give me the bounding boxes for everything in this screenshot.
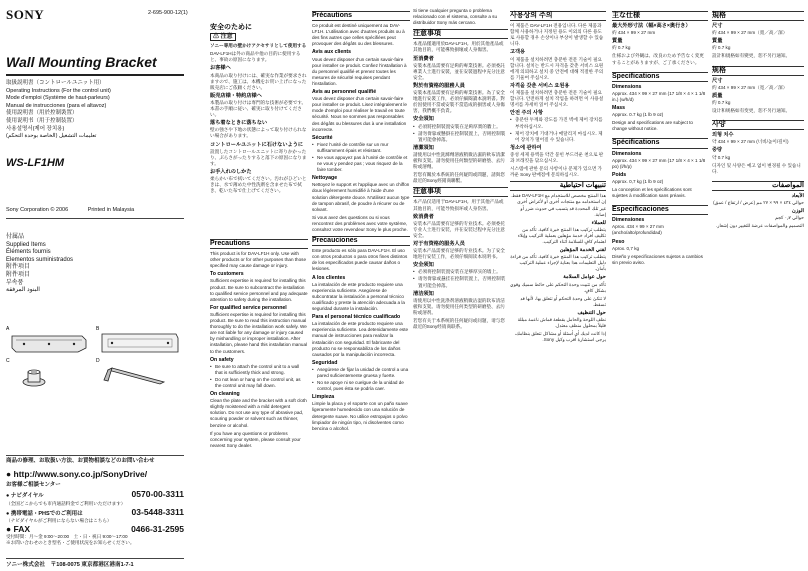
es-limpieza-title: Limpieza	[312, 394, 335, 401]
cn-mass-label: 质量	[712, 92, 723, 99]
ar-serv-text: يتطلب تركيب هذا المنتج خبرة كافية. تأكد من قراءة دليل التعليمات هذا بعناية لإجراء عملية التركيب بأمان.	[510, 254, 606, 272]
list-item: • Asegúrese de fijar la unidad de control a una pared suficientemente gruesa y fuerte.	[312, 367, 410, 379]
cn-spec-title: 规格	[712, 66, 726, 74]
supplied-items-illustration	[4, 322, 182, 454]
cn-cust-title: 致消费者	[413, 213, 434, 220]
page-title: Wall Mounting Bracket	[6, 54, 157, 70]
ko-spec-bar	[712, 120, 804, 130]
ko-closing: 시스템에 관한 문의 사항이나 문제가 있으면 가까운 Sony 판매점에 문의하십시오.	[510, 166, 602, 178]
instructions-line: 使用說明書（用於控制裝置）	[6, 110, 78, 117]
en-precautions-bar	[210, 239, 308, 249]
en-cleaning-text: Clean the plate and the bracket with a soft cloth slightly moistened with a mild detergent solution. Do not use any type of abrasive pad, scouring powder or solvent such as thinner, benzine or alcohol.	[210, 398, 307, 428]
column-chinese	[413, 8, 508, 568]
jp-spec-note: 仕様および外観は、改良のため予告なく変更することがありますが、ご了承ください。	[612, 53, 704, 65]
fax-number: 0466-31-2595	[131, 524, 184, 535]
cn-spec-note: 设计和规格如有变更，恕不另行通知。	[712, 108, 791, 114]
mobile-label: ● 携帯電話・PHSでのご利用は	[6, 510, 83, 517]
jp-intro: DAV-LF1Hは外の商品や他の目的に使用すると、事故の原因になります。	[210, 51, 301, 63]
ar-cust-text: يتطلب تركيب هذا المنتج خبرة كافية. تأكد من تكليف أفراد خدمة مؤهلين بعملية التركيب وإيلاء اهتمام كافٍ للسلامة أثناء التركيب.	[517, 226, 606, 244]
column-specifications	[612, 8, 708, 568]
en-spec-bar	[612, 72, 708, 82]
callout-d: D	[96, 358, 100, 364]
cn-dim-label: 尺寸	[712, 77, 723, 84]
mobile-note: （ナビダイヤルがご利用にならない場合はこちら）	[6, 518, 112, 524]
es-limpieza-text: Limpie la placa y el soporte con un paño suave ligeramente humedecido con una solución de detergente suave. No utilice estropajos o polvo limpiador de ningún tipo, ni disolventes como bencina o alcohol.	[312, 401, 408, 431]
es-p1: Este producto es sólo para DAV-LF1H. El uso con otros productos o para otros fines distintos de los especificados puede causar daños o lesiones.	[312, 248, 408, 272]
fr-pers-text: Vous devez disposer d'un certain savoir-faire pour installer ce produit. Lisez intégralement le mode d'emploi pour réaliser le travail en toute sécurité. Nous ne sommes pas responsables des dégâts ou blessures dus à une installation incorrecte.	[312, 96, 407, 132]
tw-safe-list	[413, 124, 508, 143]
ar-cust-title: للعملاء	[591, 219, 606, 226]
en-closing: If you have any questions or problems concerning your system, please consult your nearest Sony dealer.	[210, 430, 301, 448]
fr-clients-text: Vous devez disposer d'un certain savoir-faire pour installer ce produit. Confiez l'installation à du personnel qualifié et prenez toutes les mesures de sécurité requises pendant l'installation.	[312, 56, 407, 86]
fr-mass-label: Poids	[612, 171, 627, 178]
es-clients-title: A los clientes	[312, 274, 346, 281]
ko-clean-title: 청소에 관하여	[510, 144, 542, 151]
ko-title-bar	[510, 11, 606, 21]
cn-dim: 约 434 × 99 × 27 mm（宽／高／深）	[712, 84, 788, 90]
tw-dim-label: 尺寸	[712, 23, 723, 30]
cn-serv-text: 安装本产品需要有足够的专业技术。为了安全地进行安装工作，必须仔细阅读本说明书。	[413, 248, 505, 260]
fr-spec-note: La conception et les spécifications sont sujettes à modification sans préavis.	[612, 186, 692, 199]
jp-hold-text: 設置したコントロールユニットに寄りかかったり、ぶらさがったりすると落下の原因になります。	[210, 148, 307, 166]
contact-intro: 商品の修理、お取扱い方法、お買物相談などのお問い合わせ	[6, 458, 155, 464]
en-qualified-text: Sufficient expertise is required for installing this product. Be sure to read this instruction manual thoroughly to do the installation work safely. We are not liable for any damage or injury caused by mishandling or improper installation. After installation, please hand this installation manual to the customers.	[210, 311, 308, 354]
ar-title: تنبيهات احتياطية	[559, 182, 606, 190]
tw-title-bar	[413, 29, 508, 39]
tw-serv-text: 安裝本產品需要有足夠的專業技術。為了安全地進行安裝工作，必須仔細閱讀本說明書。對於因使用不當或安裝不當造成的損害或人身傷害，我們概不負責。	[413, 90, 505, 114]
ar-mass-label: الوزن	[791, 208, 804, 215]
ar-spec-title: المواصفات	[772, 181, 804, 189]
fr-nettoyage-text: Nettoyez le support et l'applique avec un chiffon doux légèrement humidifié à l'aide d'une solution détergente douce. N'utilisez aucun type de tampon abrasif, de poudre à récurer ou de solvant.	[312, 182, 410, 212]
ar-closing: إذا كانت لديك أي أسئلة أو مشاكل تتعلق بنظامك، يرجى استشارة أقرب وكيل Sony.	[514, 331, 606, 343]
ko-serv-text: 이 제품을 설치하려면 충분한 전문 기술이 필요합니다. 안전하게 설치 작업을 하려면 이 사용설명서를 자세히 읽어 주십시오.	[510, 90, 604, 108]
list-item: • 请勿倚靠或悬挂在控制装置上，否则控制装置可能会掉落。	[413, 276, 508, 288]
navi-note: （全国どこからでも市内通話料金でご利用いただけます）	[6, 500, 126, 506]
fr-securite-title: Sécurité	[312, 134, 333, 141]
supplied-line: 付属品	[6, 234, 25, 240]
list-item: • Be sure to attach the control unit to a wall that is sufficiently thick and strong.	[210, 364, 308, 376]
instructions-line: Mode d'emploi (Système de haut-parleurs)	[6, 95, 110, 102]
tw-closing: 若您有關於本系統的任何疑問或問題，請與您最近的Sony經銷商聯繫。	[413, 172, 505, 184]
tw-mass: 約 0.7 kg	[712, 45, 731, 51]
instructions-line: Operating Instructions (For the control unit)	[6, 87, 111, 94]
cn-safe-list	[413, 269, 508, 288]
hours-note: ※お問い合わせのとき型名・ご使用状況をお知らせください。	[6, 540, 135, 546]
en-customers-title: To customers	[210, 271, 244, 278]
fr-pers-title: Avis au personnel qualifié	[312, 89, 377, 96]
bracket-b-icon	[102, 334, 178, 352]
en-dim-label: Dimensions	[612, 83, 642, 90]
fr-spec-bar	[612, 138, 708, 148]
tw-serv-title: 對於有資格的服務人員	[413, 82, 465, 89]
cn-safe-title: 安全须知	[413, 262, 434, 269]
ko-dim: 약 434 × 99 × 27 mm (너비/높이/깊이)	[712, 139, 789, 145]
tw-clean-title: 清潔須知	[413, 144, 434, 151]
jp-dealer-text: 本製品の取り付けは専門的な技術が必要です。本書の手順に従い、確実に取り付けてください。	[210, 99, 307, 118]
fr-dim-label: Dimensions	[612, 150, 642, 157]
cn-clean-title: 清洁须知	[413, 290, 434, 297]
jp-hold-title: コントロールユニットに石けないように	[210, 141, 304, 148]
tw-safe-title: 安全須知	[413, 116, 434, 123]
cn-closing: 若您有关于本系统的任何疑问或问题，请与您最近的Sony经销商联系。	[413, 318, 505, 330]
es-mass: Aprox. 0,7 kg	[612, 245, 640, 251]
ar-serv-title: لفني الخدمة المؤهلين	[559, 247, 606, 254]
title-divider	[6, 74, 184, 76]
instructions-line: Manual de instrucciones (para el altavoz)	[6, 102, 107, 109]
jp-note-title: お客様へ	[210, 65, 231, 72]
ko-safe-list	[510, 117, 606, 142]
es-seguridad-title: Seguridad	[312, 359, 338, 366]
instructions-title-block	[6, 80, 182, 141]
ko-title: 사용상의 주의	[510, 12, 553, 19]
ar-spec-bar	[712, 181, 804, 191]
list-item: • 必须将控制装置安装在足够厚实的墙上。	[413, 269, 508, 275]
support-url[interactable]: ● http://www.sony.co.jp/SonyDrive/	[6, 468, 148, 479]
jp-dim-label: 最大外形寸法（幅×高さ×奥行き）	[612, 23, 691, 30]
mobile-number: 03-5448-3311	[131, 506, 184, 517]
en-customers-text: Sufficient expertise is required for installing this product. Be sure to subcontract the installation to qualified service personnel and pay adequate attention to safety during the installation.	[210, 278, 308, 302]
es-mass-label: Peso	[612, 238, 625, 245]
cn-cust-text: 安装本产品需要有足够的专业技术。必须委托专业人士进行安装，并在安装过程中充分注意安全。	[413, 220, 505, 238]
jp-spec-bar	[612, 11, 708, 21]
fr-precautions-bar	[312, 11, 410, 21]
column-korean-arabic	[510, 8, 606, 568]
es-dim: Aprox. 434 × 99 × 27 mm (ancho/alto/profundidad)	[612, 224, 664, 236]
list-item: • Fixez l'unité de contrôle sur un mur suffisamment épais et résistant.	[312, 142, 410, 154]
ko-mass-label: 중량	[712, 147, 723, 154]
fr-nettoyage-title: Nettoyage	[312, 175, 338, 182]
es-spec-note: Diseño y especificaciones sujetos a cambios sin previo aviso.	[612, 253, 703, 265]
contact-block	[6, 458, 184, 546]
list-item: • 必須將控制裝置安裝在足夠厚實的牆上。	[413, 124, 508, 130]
es-dim-label: Dimensiones	[612, 217, 645, 224]
column-specifications-2	[712, 8, 804, 568]
jp-mass: 約 0.7 kg	[612, 45, 631, 51]
fr-precautions-title: Précautions	[312, 12, 353, 19]
fr-mass: Approx. 0,7 kg (1 lb 9 oz)	[612, 178, 664, 184]
fax-label: ● FAX	[6, 524, 31, 535]
jp-fall-text: 壁の強さや下地の状態によって取り付けられない場合があります。	[210, 127, 307, 139]
es-precautions-title: Precauciones	[312, 237, 358, 245]
column-japanese	[210, 22, 308, 232]
en-p1: This product is for DAV-LF1H only. Use with other products or for other purposes than those specified may cause damage or injury.	[210, 251, 307, 269]
ar-safe-item: تأكد من تثبيت وحدة التحكم على حائط سميك وقوي بشكل كافٍ.	[510, 281, 606, 293]
en-dim: Approx. 434 × 99 × 27 mm (17 1/8 × 4 × 1 1/8 in.) (w/h/d)	[612, 90, 706, 102]
instructions-line: 使用说明书（用于控制装置）	[6, 117, 78, 124]
tw-clean-text: 請使用以中性洗滌劑溶液稍微沾濕的軟布清潔板和支架。請勿使用任何類型的研磨墊、去污粉或溶劑。	[413, 151, 505, 170]
tw-title: 注意事項	[413, 30, 441, 38]
list-item: • 請勿倚靠或懸掛在控制裝置上，否則控制裝置可能會掉落。	[413, 131, 508, 143]
ko-safe-title: 안전 주의 사항	[510, 110, 543, 117]
ko-p1: 이 제품은 DAV-LF1H 전용입니다. 다른 제품과 함께 사용하거나 지정된 용도 이외의 다른 용도로 사용할 경우 손상이나 부상이 발생할 수 있습니다.	[510, 23, 604, 47]
list-item: • Do not lean or hang on the control unit, as the control unit may fall down.	[210, 377, 308, 389]
en-spec-title: Specifications	[612, 72, 660, 80]
supplied-line: Éléments fournis	[6, 249, 51, 256]
cn-title: 注意事项	[413, 188, 441, 196]
jp-dim: 約 434 × 99 × 27 mm	[612, 30, 656, 36]
jp-care-title: お手入れのしかた	[210, 168, 252, 175]
ar-p1: هذا المنتج مخصص للاستخدام مع DAV-LF1H فقط. إن استخدامه مع منتجات أخرى أو لأغراض أخرى غير تلك المحددة قد يتسبب في حدوث ضرر أو إصابة.	[510, 193, 606, 217]
ko-cust-title: 고객용	[510, 49, 526, 56]
es-spec-title: Especificaciones	[612, 206, 669, 214]
jp-warning-text: ソニー専用の壁かけアクセサリとして使用する	[210, 43, 307, 49]
hex-wrench-d-icon	[104, 368, 164, 384]
supplied-line: البنود المرفقة	[6, 287, 40, 294]
column-english	[210, 236, 308, 566]
navi-number: 0570-00-3311	[131, 489, 184, 500]
callout-c: C	[6, 358, 10, 364]
supplied-line: 附件項目	[6, 271, 31, 278]
cn-spec-bar	[712, 66, 804, 76]
ar-clean-text: نظف اللوحة والحامل بقطعة قماش ناعمة مبللة قليلاً بمحلول منظف معتدل.	[517, 317, 606, 329]
en-mass-label: Mass	[612, 105, 625, 112]
zh-intro: Si tiene cualquier pregunta o problema relacionado con el sistema, consulte a su distribuidor Sony más cercano.	[413, 8, 498, 26]
list-item: • No se apoye ni se cuelgue de la unidad de control, pues ésta se podría caer.	[312, 380, 410, 392]
navi-label: ● ナビダイヤル	[6, 493, 44, 500]
ko-cust-text: 이 제품을 설치하려면 충분한 전문 기술이 필요합니다. 설치는 반드시 자격을 갖춘 서비스 요원에게 의뢰하고 설치 중 안전에 대해 적절한 주의를 기울여 주십시오.	[510, 56, 604, 80]
es-pers-title: Para el personal técnico cualificado	[312, 314, 401, 321]
instructions-line: تعليمات التشغيل (الخاصة بوحدة التحكم)	[6, 133, 97, 140]
jp-safety-title: 安全のために	[210, 24, 252, 31]
sony-logo: SONY	[6, 7, 45, 22]
jp-spec-title: 主な仕様	[612, 12, 640, 19]
en-cleaning-title: On cleaning	[210, 391, 240, 398]
callout-a: A	[6, 326, 10, 332]
cn-mass: 约 0.7 kg	[712, 99, 731, 105]
tw-cust-title: 至消費者	[413, 55, 434, 62]
es-precautions-bar	[312, 236, 410, 246]
es-pers-text: La instalación de este producto requiere una experiencia suficiente. Lea detenidamente este manual de instrucciones para realizar la instalación con seguridad. El fabricante del producto no se responsabiliza de los daños causados por la manipulación incorrecta.	[312, 321, 409, 357]
ar-dim: حوالي ٤٣٤ × ٩٩ × ٢٧ مم (عرض / ارتفاع / عمق)	[713, 199, 804, 205]
jp-care-text: 柔らかい布で拭いてください。汚れがひどいときは、水で薄めた中性洗剤を含ませた布で拭き、乾いた布で仕上げてください。	[210, 175, 307, 194]
jp-mass-label: 質量	[612, 38, 623, 45]
ar-clean-title: حول التنظيف	[577, 309, 606, 316]
tw-spec-note: 設計和規格如有變更，恕不另行通知。	[712, 53, 791, 59]
en-precautions-title: Precautions	[210, 240, 251, 247]
ko-mass: 약 0.7 kg	[712, 154, 731, 160]
printed-in: Printed in Malaysia	[87, 207, 135, 213]
fr-securite-list	[312, 142, 410, 173]
fr-dim: Approx. 434 × 99 × 27 mm (17 1/8 × 4 × 1 1/8 po) (l/h/p)	[612, 157, 706, 169]
warning-label: ⚠ 注意	[210, 33, 236, 41]
cn-clean-text: 请使用以中性洗涤剂溶液稍微沾湿的软布清洁板和支架。请勿使用任何类型的研磨垫、去污粉或溶剂。	[413, 297, 505, 315]
ar-title-bar	[510, 181, 606, 191]
jp-note-text: 本商品の取り付けには、確実な作業が要求されますので、施工は、本機をお買い上げになった販売店にご依頼ください。	[210, 72, 307, 90]
fr-closing: Si vous avez des questions ou si vous rencontrez des problèmes avec votre système, consultez votre revendeur Sony le plus proche.	[312, 214, 408, 232]
tw-spec-bar	[712, 11, 804, 21]
en-mass: Approx. 0.7 kg (1 lb 9 oz)	[612, 112, 664, 118]
model-number: WS-LF1HM	[6, 157, 65, 169]
tw-p1: 本產品僅適用於DAV-LF1H。用於其他產品或其他目的，可能導致損壞或人身傷害。	[413, 41, 504, 53]
copyright: Sony Corporation © 2006	[6, 207, 69, 213]
bracket-a-icon	[12, 336, 86, 352]
corporation-line	[6, 207, 182, 213]
footer-divider	[6, 558, 184, 559]
en-spec-note: Design and specifications are subject to change without notice.	[612, 120, 693, 132]
ko-spec-title: 사양	[712, 121, 726, 129]
en-safety-title: On safety	[210, 356, 234, 363]
ko-spec-note: 디자인 및 사양은 예고 없이 변경될 수 있습니다.	[712, 162, 801, 174]
callout-b: B	[96, 326, 100, 332]
list-item: • Ne vous appuyez pas à l'unité de contrôle et ne vous y pendez pas ; vous risquez de la faire tomber.	[312, 155, 410, 173]
center-title: お客様ご相談センター	[6, 481, 61, 488]
ar-dim-label: الأبعاد	[791, 192, 804, 199]
contact-divider	[6, 455, 184, 456]
es-spec-bar	[612, 205, 708, 215]
es-clients-text: La instalación de este producto requiere una experiencia suficiente. Asegúrese de subcontratar la instalación a personal técnico cualificado y preste la atención adecuada a la seguridad durante la instalación.	[312, 281, 405, 312]
doc-number: 2-695-900-12(1)	[148, 10, 188, 16]
supplied-line: Supplied Items	[6, 241, 46, 248]
list-item: • 충분한 두께와 강도를 가진 벽에 제어 장치를 부착하십시오.	[510, 117, 606, 129]
footer-address: ソニー株式会社 〒108-0075 東京都港区港南1-7-1	[6, 562, 134, 568]
ar-spec-note: التصميم والمواصفات عرضة للتغيير دون إشعار.	[715, 223, 804, 229]
tw-spec-title: 規格	[712, 12, 726, 19]
ar-safe-title: حول عوامل السلامة	[563, 274, 606, 281]
tw-mass-label: 質量	[712, 38, 723, 45]
tw-cust-text: 安裝本產品需要有足夠的專業技術。必須委託專業人士進行安裝，並在安裝過程中充分注意安全。	[413, 62, 505, 80]
instructions-line: 取扱説明書（コントロールユニット用）	[6, 80, 105, 86]
jp-fall-title: 落ち着なときに落ちない	[210, 120, 268, 127]
ko-dim-label: 외형 치수	[712, 132, 734, 139]
hours: 受付時間：月～金 9:00～20:00 土・日・祝日 9:00～17:00	[6, 534, 128, 540]
fr-spec-title: Spécifications	[612, 139, 660, 147]
tw-dim: 約 434 × 99 × 27 mm（寬／高／深）	[712, 30, 788, 36]
cn-title-bar	[413, 187, 508, 197]
ko-serv-title: 자격을 갖춘 서비스 요원용	[510, 82, 570, 89]
supplied-items-block	[6, 234, 126, 295]
corp-divider	[6, 218, 184, 219]
instructions-line: 사용설명서(제어 장치용)	[6, 125, 65, 132]
list-item: • 제어 장치에 기대거나 매달리지 마십시오. 제어 장치가 떨어질 수 있습니다.	[510, 131, 606, 143]
cn-p1: 本产品仅适用于DAV-LF1H。用于其他产品或其他目的，可能导致损坏或人身伤害。	[413, 199, 504, 211]
jp-dealer-title: 販売店様・特約店様へ	[210, 92, 262, 99]
ar-mass: حوالي ٠٫٧ كجم	[775, 215, 804, 221]
supplied-line: 부속품	[6, 279, 24, 286]
column-french-spanish	[312, 8, 410, 568]
en-safety-list	[210, 364, 308, 389]
fr-clients-title: Avis aux clients	[312, 49, 352, 56]
en-qualified-title: For qualified service personnel	[210, 304, 287, 311]
supplied-line: Elementos suministrados	[6, 256, 74, 263]
cn-serv-title: 对于有资格的服务人员	[413, 241, 465, 247]
fr-p1: Ce produit est destiné uniquement au DAV-LF1H. L'utilisation avec d'autres produits ou à des fins autres que celles spécifiées peut provoquer des dégâts ou des blessures.	[312, 23, 405, 47]
ko-clean-text: 중성 세제 용액을 약간 묻힌 부드러운 천으로 판과 브래킷을 닦으십시오.	[510, 151, 604, 163]
supplied-line: 附件項目	[6, 264, 31, 271]
ar-safe-item: لا تتكئ على وحدة التحكم أو تتعلق بها، لأنها قد تسقط.	[520, 295, 606, 307]
es-seguridad-list	[312, 367, 410, 392]
screw-c-icon	[23, 370, 45, 386]
